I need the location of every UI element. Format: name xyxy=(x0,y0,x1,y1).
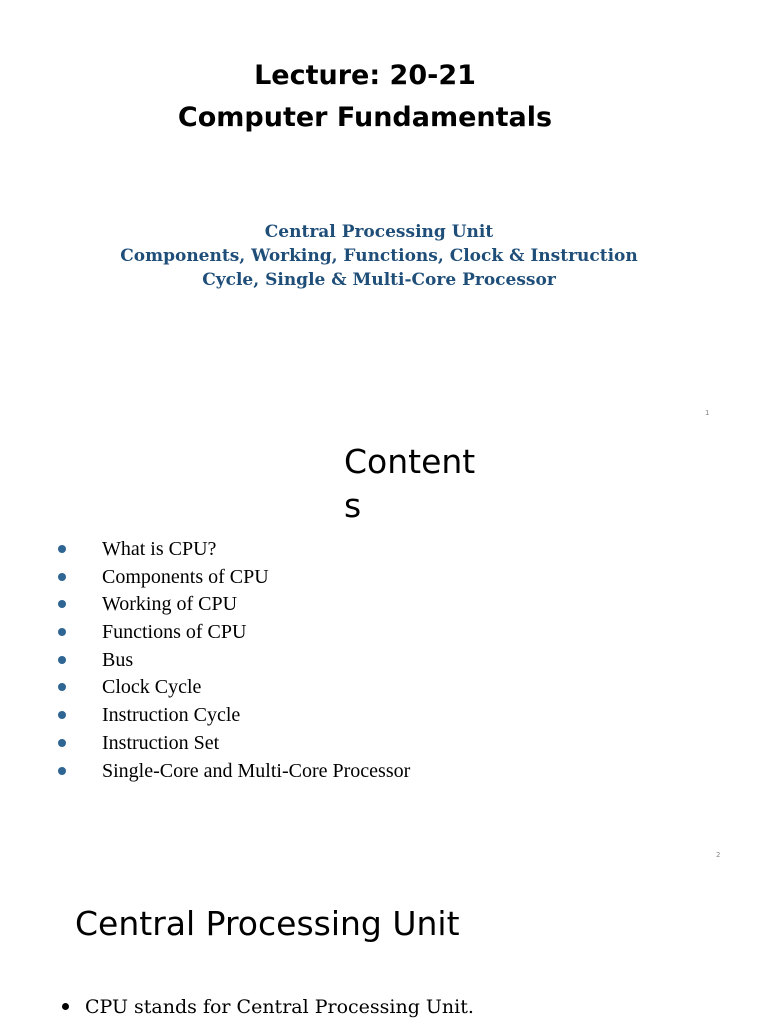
bullet-list xyxy=(0,994,474,1020)
list-item-label: Bus xyxy=(102,648,134,671)
list-item-label: Components of CPU xyxy=(102,565,269,588)
list-item-label: Working of CPU xyxy=(102,593,238,616)
list-item xyxy=(0,647,410,675)
list-item xyxy=(0,591,410,619)
list-item xyxy=(0,702,410,730)
list-item xyxy=(0,674,410,702)
lecture-title-line-2: Computer Fundamentals xyxy=(177,102,553,133)
bullet-icon xyxy=(58,683,66,691)
list-item-label: Instruction Cycle xyxy=(102,704,241,727)
page-number-1: 1 xyxy=(705,409,710,417)
bullet-icon xyxy=(58,628,66,636)
lecture-subtitle xyxy=(0,220,758,292)
list-item-label: Functions of CPU xyxy=(102,621,247,644)
bullet-icon xyxy=(58,767,66,775)
list-item xyxy=(0,994,474,1020)
list-item-label: Clock Cycle xyxy=(102,676,202,699)
page-number-2: 2 xyxy=(716,851,721,859)
contents-heading: Contents xyxy=(344,442,476,525)
list-item xyxy=(0,758,410,786)
contents-list xyxy=(0,536,410,785)
list-item-label: Instruction Set xyxy=(102,731,220,754)
bullet-icon xyxy=(58,711,66,719)
lecture-title xyxy=(0,55,730,139)
lecture-title-line-1: Lecture: 20-21 xyxy=(254,60,476,91)
bullet-icon xyxy=(58,573,66,581)
slide-1 xyxy=(0,0,768,432)
list-item xyxy=(0,564,410,592)
list-item xyxy=(0,619,410,647)
bullet-icon xyxy=(58,545,66,553)
list-item-label: What is CPU? xyxy=(102,538,217,560)
lecture-subtitle-line-3: Cycle, Single & Multi-Core Processor xyxy=(202,270,556,290)
section-heading: Central Processing Unit xyxy=(75,904,460,943)
bullet-icon xyxy=(62,1003,69,1010)
bullet-icon xyxy=(58,600,66,608)
list-item xyxy=(0,730,410,758)
list-item xyxy=(0,536,410,564)
list-item-label: CPU stands for Central Processing Unit. xyxy=(85,996,474,1018)
list-item-label: Single-Core and Multi-Core Processor xyxy=(102,759,411,782)
lecture-subtitle-line-2: Components, Working, Functions, Clock & Instruction xyxy=(120,246,638,266)
bullet-icon xyxy=(58,739,66,747)
bullet-icon xyxy=(58,656,66,664)
lecture-subtitle-line-1: Central Processing Unit xyxy=(264,222,494,242)
